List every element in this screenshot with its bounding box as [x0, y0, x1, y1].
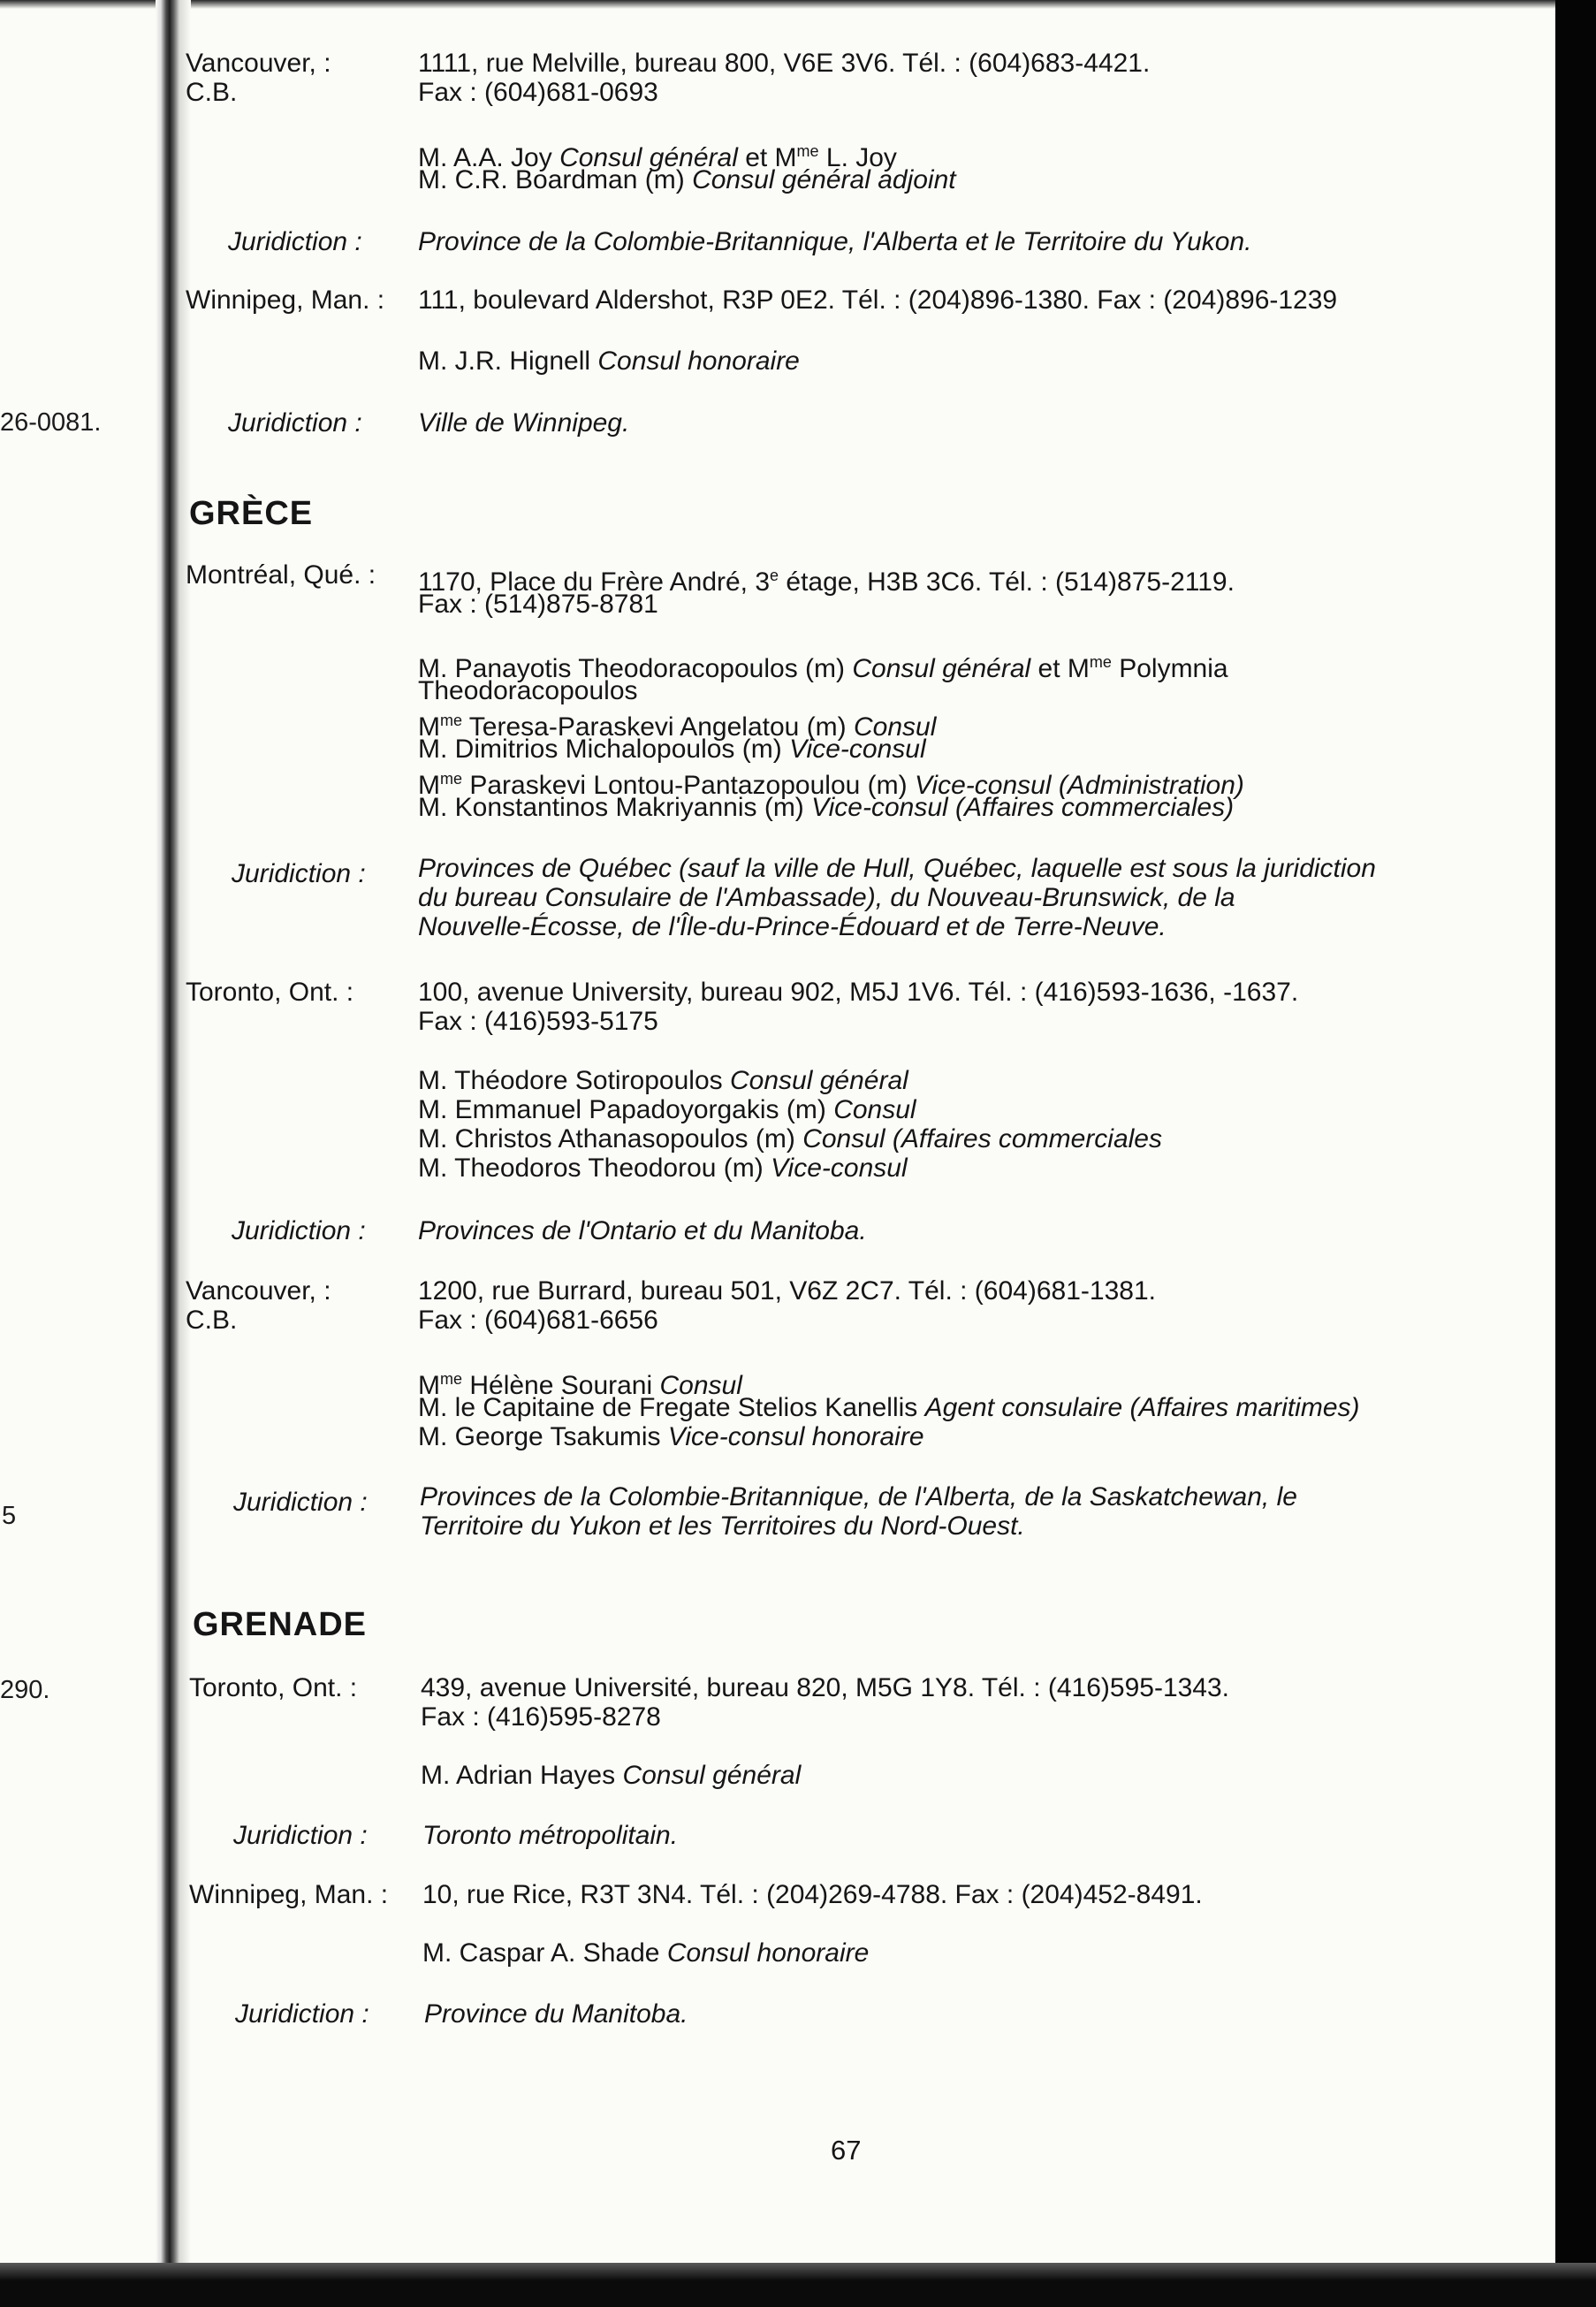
jurisdiction-text: Provinces de l'Ontario et du Manitoba. [418, 1216, 867, 1245]
staff-line: $M^{me}$ Paraskevi Lontou-Pantazopoulou (m) Vice-consul (Administration) [418, 770, 1244, 800]
city-label: Winnipeg, Man. : [189, 1880, 389, 1909]
jurisdiction-label: Juridiction : [232, 1216, 366, 1245]
city-label: Montréal, Qué. : [186, 560, 376, 590]
city-label: Toronto, Ont. : [186, 978, 354, 1007]
jurisdiction-text: Nouvelle-Écosse, de l'Île-du-Prince-Édouard et de Terre-Neuve. [418, 912, 1167, 941]
address-line: 10, rue Rice, R3T 3N4. Tél. : (204)269-4788. Fax : (204)452-8491. [422, 1880, 1203, 1909]
address-line: Fax : (604)681-0693 [418, 78, 658, 107]
address-line: Fax : (416)595-8278 [421, 1702, 661, 1732]
jurisdiction-label: Juridiction : [232, 859, 366, 888]
jurisdiction-label: Juridiction : [233, 1488, 368, 1517]
staff-line: M. Adrian Hayes Consul général [421, 1761, 802, 1790]
page-number: 67 [831, 2135, 862, 2166]
margin-fragment: 26-0081. [0, 408, 102, 437]
staff-line: $M^{me}$ Teresa-Paraskevi Angelatou (m) Consul [418, 712, 937, 742]
margin-fragment: 290. [0, 1676, 50, 1704]
city-label: Winnipeg, Man. : [186, 286, 385, 315]
staff-line: M. A.A. Joy Consul général et $M^{me}$ L. Joy [418, 142, 897, 172]
scan-right-edge [1555, 0, 1596, 2307]
staff-line: M. Emmanuel Papadoyorgakis (m) Consul [418, 1095, 916, 1124]
city-label: C.B. [186, 1306, 238, 1335]
address-line: 439, avenue Université, bureau 820, M5G 1Y8. Tél. : (416)595-1343. [421, 1673, 1230, 1702]
address-line: Fax : (416)593-5175 [418, 1007, 658, 1036]
address-line: 1111, rue Melville, bureau 800, V6E 3V6. Tél. : (604)683-4421. [418, 49, 1151, 78]
address-line: 1170, Place du Frère André, 3e étage, H3B 3C6. Tél. : (514)875-2119. [418, 567, 1235, 597]
jurisdiction-label: Juridiction : [235, 1999, 369, 2029]
address-line: 100, avenue University, bureau 902, M5J 1V6. Tél. : (416)593-1636, -1637. [418, 978, 1299, 1007]
top-shadow [0, 0, 1555, 9]
city-label: Vancouver, : [186, 1276, 331, 1306]
margin-fragment: 5 [2, 1502, 17, 1530]
jurisdiction-label: Juridiction : [228, 408, 362, 438]
binding-spine [156, 0, 191, 2270]
city-label: Vancouver, : [186, 49, 331, 78]
staff-line: Theodoracopoulos [418, 676, 638, 705]
jurisdiction-text: Toronto métropolitain. [422, 1821, 679, 1850]
staff-line: M. George Tsakumis Vice-consul honoraire [418, 1422, 924, 1451]
city-label: Toronto, Ont. : [189, 1673, 358, 1702]
staff-line: M. J.R. Hignell Consul honoraire [418, 346, 800, 376]
jurisdiction-text: Ville de Winnipeg. [418, 408, 630, 438]
jurisdiction-text: du bureau Consulaire de l'Ambassade), du Nouveau-Brunswick, de la [418, 883, 1235, 912]
address-line: 111, boulevard Aldershot, R3P 0E2. Tél. : (204)896-1380. Fax : (204)896-1239 [418, 286, 1338, 315]
section-title-grece: GRÈCE [189, 495, 314, 532]
address-line: Fax : (514)875-8781 [418, 590, 658, 619]
jurisdiction-text: Province de la Colombie-Britannique, l'Alberta et le Territoire du Yukon. [418, 227, 1252, 256]
address-line: 1200, rue Burrard, bureau 501, V6Z 2C7. Tél. : (604)681-1381. [418, 1276, 1156, 1306]
staff-line: M. Dimitrios Michalopoulos (m) Vice-consul [418, 735, 926, 764]
staff-line: $M^{me}$ Hélène Sourani Consul [418, 1370, 742, 1400]
staff-line: M. C.R. Boardman (m) Consul général adjoint [418, 165, 956, 194]
staff-line: M. Theodoros Theodorou (m) Vice-consul [418, 1154, 908, 1183]
jurisdiction-label: Juridiction : [233, 1821, 368, 1850]
city-label: C.B. [186, 78, 238, 107]
staff-line: M. le Capitaine de Fregate Stelios Kanellis Agent consulaire (Affaires maritimes) [418, 1393, 1360, 1422]
scan-bottom-edge [0, 2263, 1596, 2307]
staff-line: M. Caspar A. Shade Consul honoraire [422, 1938, 870, 1968]
staff-line: M. Théodore Sotiropoulos Consul général [418, 1066, 908, 1095]
jurisdiction-text: Provinces de la Colombie-Britannique, de l'Alberta, de la Saskatchewan, le [420, 1482, 1297, 1511]
staff-line: M. Christos Athanasopoulos (m) Consul (Affaires commerciales [418, 1124, 1162, 1154]
jurisdiction-text: Province du Manitoba. [424, 1999, 688, 2029]
jurisdiction-label: Juridiction : [228, 227, 362, 256]
jurisdiction-text: Territoire du Yukon et les Territoires du Nord-Ouest. [420, 1511, 1025, 1541]
staff-line: M. Panayotis Theodoracopoulos (m) Consul général et $M^{me}$ Polymnia [418, 653, 1228, 683]
section-title-grenade: GRENADE [193, 1606, 368, 1643]
staff-line: M. Konstantinos Makriyannis (m) Vice-consul (Affaires commerciales) [418, 793, 1235, 822]
jurisdiction-text: Provinces de Québec (sauf la ville de Hull, Québec, laquelle est sous la juridiction [418, 854, 1376, 883]
address-line: Fax : (604)681-6656 [418, 1306, 658, 1335]
